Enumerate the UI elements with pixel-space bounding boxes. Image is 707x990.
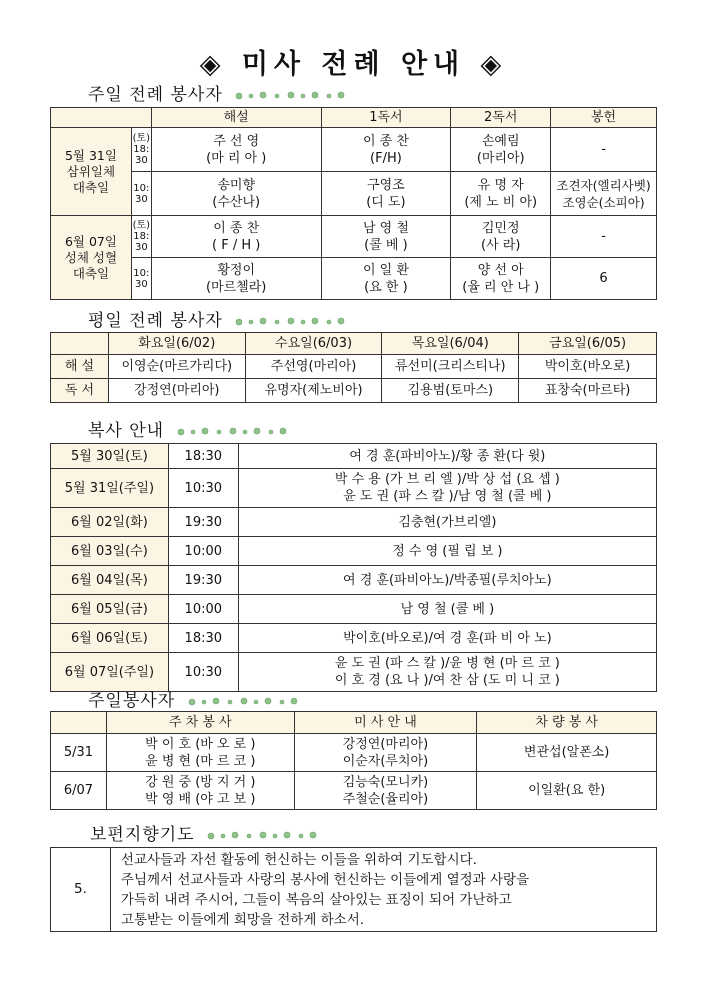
minister-saint: (요 한 ) [364,279,408,295]
service-time: 19:30 [168,508,238,537]
minister-saint: (마르첼라) [205,279,267,295]
weekday-ministers-heading [88,306,349,331]
minister-name: 송미향 [217,177,256,193]
prayer-number: 5. [51,848,111,932]
day-header: 금요일(6/05) [519,333,657,355]
prayer-table [50,847,657,932]
volunteer-name: 김능숙(모니카) [342,774,429,790]
minister-name: 이 종 찬 [362,133,409,149]
prayer-heading-text: 보편지향기도 [90,825,195,845]
weekday-ministers-table [50,332,657,403]
server-names [238,444,656,469]
flower-ornament-icon [229,314,349,328]
server-names [238,469,656,508]
day-header: 수요일(6/03) [245,333,382,355]
volunteer-name: 박 영 배 (야 고 보 ) [145,791,256,807]
group-date: 5월 31일 [64,147,117,163]
minister-cell [321,258,451,300]
mass-time-line: 30 [134,193,148,205]
prayer-line: 가득히 내려 주시어, 그들이 복음의 살아있는 표징이 되어 가난하고 [120,891,512,908]
minister-name: 김민정 [481,220,520,236]
altar-service-heading-text: 복사 안내 [88,421,165,441]
minister-saint: (율 리 안 나 ) [462,279,540,295]
group-feast: 대축일 [72,265,110,281]
group-date-cell [51,128,132,216]
minister-cell [151,172,321,216]
minister-cell [151,216,321,258]
volunteer-name: 이순자(루치아) [342,753,429,769]
altar-service-table [50,443,657,692]
minister-cell [151,258,321,300]
mass-time [131,128,151,172]
group-feast: 삼위일체 [66,163,116,179]
server-names [238,566,656,595]
page-title: ◈ 미사 전례 안내 ◈ [199,49,508,80]
minister-name: 구영조 [367,177,405,193]
volunteer-date: 6/07 [51,772,107,810]
mass-time-line: 30 [134,278,148,290]
prayer-heading [90,820,321,845]
server-names [238,624,656,653]
header-blank [51,712,107,734]
row-label-commentary: 해 설 [51,355,109,379]
sunday-volunteers-table [50,711,657,810]
minister-name: - [601,229,606,244]
server-names [238,508,656,537]
minister-cell [321,216,451,258]
server-line: 박 수 용 (가 브 리 엘 )/박 상 섭 (요 셉 ) [334,472,560,487]
vehicle-cell: 이일환(요 한) [477,772,657,810]
col-header-parking: 주 차 봉 사 [106,712,294,734]
service-time: 18:30 [168,444,238,469]
minister-cell [451,216,551,258]
volunteer-name: 박 이 호 (바 오 로 ) [145,736,256,752]
server-line: 남 영 철 (콜 베 ) [400,601,495,617]
minister-name: 이 일 환 [362,262,409,278]
col-header-commentary: 해설 [151,108,321,128]
mass-time-line: 30 [134,155,148,166]
row-label-reading: 독 서 [51,379,109,403]
mass-time-line: (토) [132,220,151,231]
server-line: 여 경 훈(파비아노)/박종필(루치아노) [343,572,552,588]
minister-name: 주 선 영 [213,133,260,149]
minister-cell [321,128,451,172]
service-date: 5월 31일(주일) [51,469,169,508]
minister-name: 조견자(엘리사벳) [556,177,651,193]
col-header-offertory: 봉헌 [551,108,657,128]
sunday-volunteers-heading [88,686,302,711]
minister-saint: (F/H) [370,150,402,166]
server-line: 박이호(바오로)/여 경 훈(파 비 아 노) [343,630,552,646]
mass-time-line: 10: [133,267,150,279]
minister-cell [551,128,657,172]
mass-time-line: 10: [133,182,150,194]
parking-cell [106,734,294,772]
group-date-cell [51,216,132,300]
mass-time-line: 18: [133,231,150,242]
minister-saint: ( F / H ) [212,237,261,253]
sunday-ministers-table [50,107,657,300]
service-time: 18:30 [168,624,238,653]
minister-cell [451,258,551,300]
service-date: 5월 30일(토) [51,444,169,469]
day-header: 목요일(6/04) [382,333,519,355]
mass-time [131,258,151,300]
server-line: 윤 도 권 (파 스 칼 )/남 영 철 (콜 베 ) [343,489,552,504]
service-date: 6월 04일(목) [51,566,169,595]
service-time: 10:30 [168,653,238,692]
server-line: 윤 도 권 (파 스 칼 )/윤 병 현 (마 르 코 ) [334,656,560,671]
minister-name: 양 선 아 [477,262,524,278]
minister-cell: 류선미(크리스티나) [382,355,519,379]
volunteer-name: 주철순(율리아) [342,791,429,807]
minister-saint: (사 라) [481,237,521,253]
group-date: 6월 07일 [64,233,117,249]
sunday-ministers-heading-text: 주일 전례 봉사자 [88,85,223,105]
volunteer-name: 강 원 중 (방 지 거 ) [145,774,256,790]
minister-cell [451,172,551,216]
col-header-vehicle: 차 량 봉 사 [477,712,657,734]
server-line: 여 경 훈(파비아노)/황 종 환(다 윗) [349,448,546,464]
minister-name: 조영순(소피아) [562,194,645,210]
flower-ornament-icon [201,828,321,842]
minister-cell [451,128,551,172]
sunday-ministers-heading [88,80,349,105]
prayer-text [110,848,656,932]
header-blank [51,333,109,355]
minister-cell: 이영순(마르가리다) [108,355,245,379]
flower-ornament-icon [229,88,349,102]
service-date: 6월 05일(금) [51,595,169,624]
server-line: 이 호 경 (요 나 )/여 찬 삼 (도 미 니 코 ) [334,673,560,688]
parking-cell [106,772,294,810]
sunday-volunteers-heading-text: 주일봉사자 [88,691,176,711]
minister-cell: 강정연(마리아) [108,379,245,403]
vehicle-cell: 변관섭(알폰소) [477,734,657,772]
minister-saint: (마 리 아 ) [206,150,267,166]
guide-cell [294,772,477,810]
minister-name: 이 종 찬 [213,220,260,236]
minister-name: 유 명 자 [477,177,524,193]
minister-cell [151,128,321,172]
group-feast: 대축일 [72,179,110,195]
minister-cell [321,172,451,216]
server-names [238,537,656,566]
minister-name: 남 영 철 [362,220,409,236]
service-date: 6월 06일(토) [51,624,169,653]
minister-name: 6 [599,271,608,286]
minister-name: - [601,142,606,157]
minister-cell: 김용범(토마스) [382,379,519,403]
service-date: 6월 07일(주일) [51,653,169,692]
volunteer-date: 5/31 [51,734,107,772]
prayer-line: 주님께서 선교사들과 사랑의 봉사에 헌신하는 이들에게 열정과 사랑을 [120,871,530,888]
service-time: 19:30 [168,566,238,595]
minister-saint: (콜 베 ) [364,237,408,253]
minister-saint: (수산나) [212,194,261,210]
minister-name: 황정이 [217,262,256,278]
minister-saint: (제 노 비 아) [464,194,538,210]
service-time: 10:00 [168,595,238,624]
col-header-reading1: 1독서 [321,108,451,128]
minister-cell: 표창숙(마르타) [519,379,657,403]
service-date: 6월 02일(화) [51,508,169,537]
service-date: 6월 03일(수) [51,537,169,566]
minister-saint: (마리아) [476,150,525,166]
group-feast: 성체 성혈 [64,249,118,265]
minister-cell: 주선영(마리아) [245,355,382,379]
minister-cell [551,258,657,300]
service-time: 10:00 [168,537,238,566]
service-time: 10:30 [168,469,238,508]
server-line: 정 수 영 (필 립 보 ) [392,543,503,559]
prayer-line: 고통받는 이들에게 희망을 전하게 하소서. [120,911,365,928]
header-blank [51,108,152,128]
prayer-line: 선교사들과 자선 활동에 헌신하는 이들을 위하여 기도합시다. [120,851,477,868]
server-names [238,595,656,624]
minister-cell: 박이호(바오로) [519,355,657,379]
mass-time-line: 30 [134,242,148,253]
weekday-ministers-heading-text: 평일 전례 봉사자 [88,311,223,331]
altar-service-heading [88,416,291,441]
guide-cell [294,734,477,772]
minister-cell: 유명자(제노비아) [245,379,382,403]
flower-ornament-icon [171,424,291,438]
mass-time-line: (토) [132,133,151,144]
minister-saint: (디 도) [366,194,406,210]
volunteer-name: 강정연(마리아) [342,736,429,752]
minister-cell [551,216,657,258]
day-header: 화요일(6/02) [108,333,245,355]
flower-ornament-icon [182,694,302,708]
col-header-reading2: 2독서 [451,108,551,128]
server-line: 김충현(가브리엘) [398,514,497,530]
mass-time-line: 18: [133,144,150,155]
col-header-guide: 미 사 안 내 [294,712,477,734]
mass-time [131,172,151,216]
minister-name: 손예림 [481,133,520,149]
volunteer-name: 윤 병 현 (마 르 코 ) [145,753,256,769]
minister-cell [551,172,657,216]
mass-time [131,216,151,258]
